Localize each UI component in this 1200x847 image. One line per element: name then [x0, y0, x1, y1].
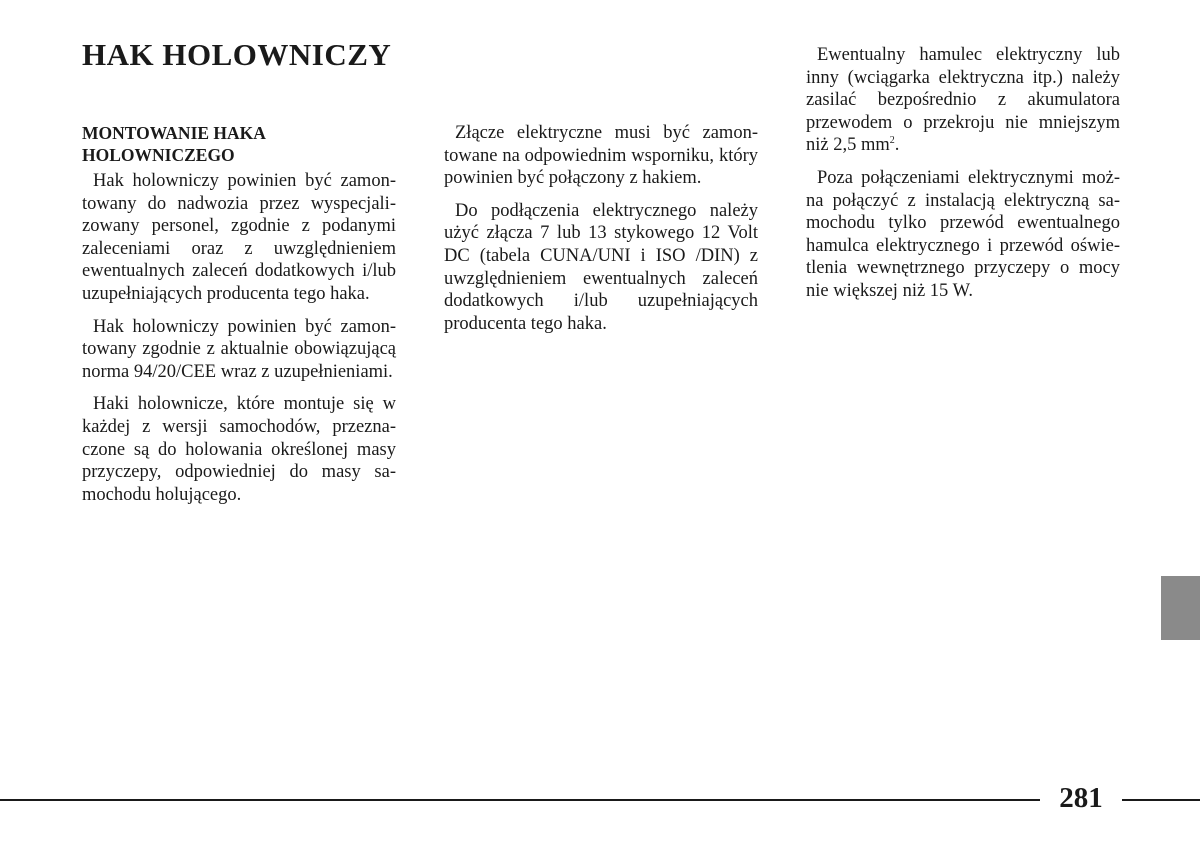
footer-rule: [1122, 799, 1200, 801]
footer-rule: [0, 799, 1040, 801]
section-heading: MONTOWANIE HAKA HOLOWNICZEGO: [82, 123, 265, 165]
page-number: 281: [1059, 782, 1103, 814]
paragraph: Hak holowniczy powinien być zamontowany do nadwozia przez wyspecjalizowany personel, zgodnie z podanymi zaleceniami oraz z uwzględnieniem ewentualnych zaleceń dodatkowych i/lub uzupełniających producenta tego haka.: [82, 171, 396, 304]
paragraph: [806, 44, 1120, 157]
paragraph: Haki holownicze, które montuje się w każdej z wersji samochodów, przeznaczone są do holowania określonej masy przyczepy, odpowiedniej do masy samochodu holującego.: [82, 394, 396, 505]
paragraph: Hak holowniczy powinien być zamontowany zgodnie z aktualnie obowiązującą norma 94/20/CEE wraz z uzupełnieniami.: [82, 316, 396, 382]
superscript: 2: [889, 135, 895, 147]
paragraph-end: .: [894, 135, 900, 156]
column-middle: [444, 122, 758, 345]
paragraph: Poza połączeniami elektrycznymi można połączyć z instalacją elektryczną samochodu tylko przewód ewentualnego hamulca elektrycznego i przewód oświetlenia wewnętrznego przyczepy o mocy nie większej niż 15 W.: [806, 167, 1120, 301]
page-title: HAK HOLOWNICZY: [82, 37, 392, 72]
section-thumb-tab: [1161, 576, 1200, 640]
column-left: [82, 122, 396, 516]
paragraph-text: Ewentualny hamulec elektryczny lub inny (wciągarka elektryczna itp.) należy zasilać bezpośrednio z akumulatora przewodem o przekroju nie mniejszym niż 2,5 mm: [806, 45, 1120, 156]
column-right: [806, 44, 1120, 313]
paragraph: Złącze elektryczne musi być zamontowane na odpowiednim wsporniku, który powinien być połączony z hakiem.: [444, 123, 758, 189]
paragraph: Do podłączenia elektrycznego należy użyć złącza 7 lub 13 stykowego 12 Volt DC (tabela CUNA/UNI i ISO /DIN) z uwzględnieniem ewentualnych zaleceń dodatkowych i/lub uzupełniających producenta tego haka.: [444, 200, 758, 334]
